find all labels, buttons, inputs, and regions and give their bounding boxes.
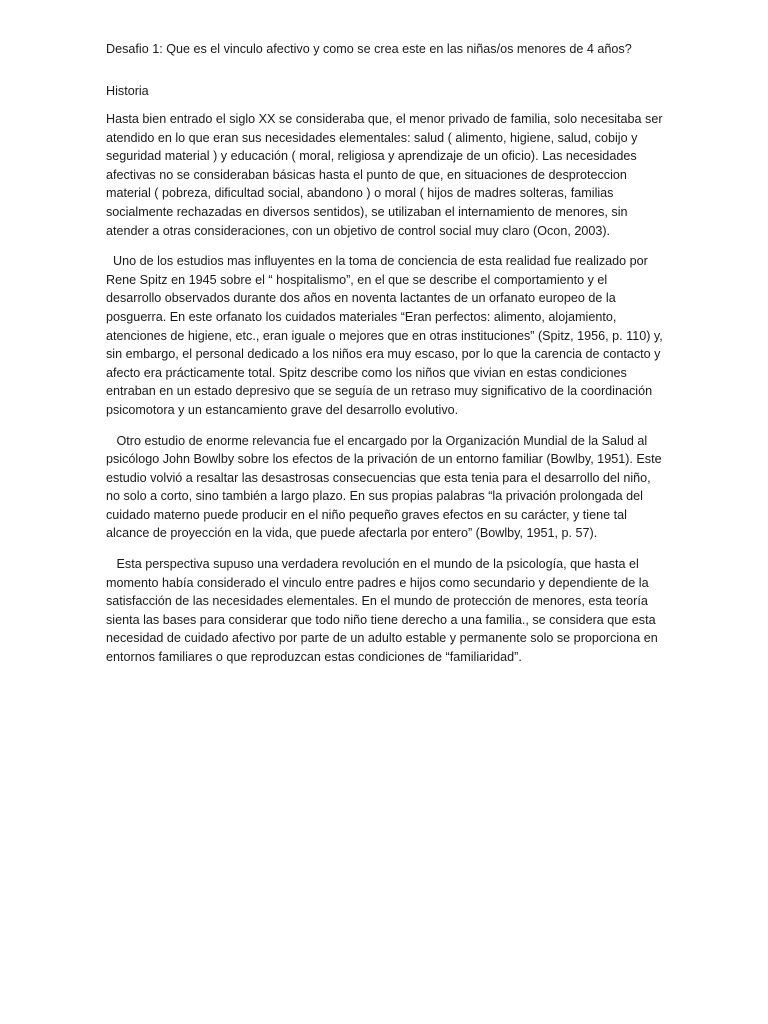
section-heading: Historia [106,84,149,98]
document-title: Desafio 1: Que es el vinculo afectivo y como se crea este en las niñas/os menores de 4 años? [106,42,632,56]
paragraph-4: Esta perspectiva supuso una verdadera revolución en el mundo de la psicología, que hasta el momento había considerado el vinculo entre padres e hijos como secundario y dependiente de la satisfacción de las necesidades elementales. En el mundo de protección de menores, esta teoría sienta las bases para considerar que todo niño tiene derecho a una familia., se considera que esta necesidad de cuidado afectivo por parte de un adulto estable y permanente solo se proporciona en entornos familiares o que reproduzcan estas condiciones de “familiaridad”. [106,557,662,665]
paragraph-3: Otro estudio de enorme relevancia fue el encargado por la Organización Mundial de la Salud al psicólogo John Bowlby sobre los efectos de la privación de un entorno familiar (Bowlby, 1951). Este estudio volvió a resaltar las desastrosas consecuencias que esta tenia para el desarrollo del niño, no solo a corto, sino también a largo plazo. En sus propias palabras “la privación prolongada del cuidado materno puede producir en el niño pequeño graves efectos en su carácter, y tiene tal alcance de proyección en la vida, que puede afectarla por entero” (Bowlby, 1951, p. 57). [106,433,666,541]
document-page [106,40,666,667]
paragraph-1: Hasta bien entrado el siglo XX se consideraba que, el menor privado de familia, solo necesitaba ser atendido en lo que eran sus necesidades elementales: salud ( alimento, higiene, salud, cobijo y seguridad material ) y educación ( moral, religiosa y aprendizaje de un oficio). Las necesidades afectivas no se consideraban básicas hasta el punto de que, en situaciones de desproteccion material ( pobreza, dificultad social, abandono ) o moral ( hijos de madres solteras, familias socialmente rechazadas en diversos sentidos), se utilizaban el internamiento de menores, sin atender a otras consideraciones, con un objetivo de control social muy claro (Ocon, 2003). [106,112,667,238]
paragraph-2: Uno de los estudios mas influyentes en la toma de conciencia de esta realidad fue realizado por Rene Spitz en 1945 sobre el “ hospitalismo”, en el que se describe el comportamiento y el desarrollo observados durante dos años en noventa lactantes de un orfanato europeo de la posguerra. En este orfanato los cuidados materiales “Eran perfectos: alimento, alojamiento, atenciones de higiene, etc., eran iguale o mejores que en otras instituciones” (Spitz, 1956, p. 110) y, sin embargo, el personal dedicado a los niños era muy escaso, por lo que la carencia de contacto y afecto era prácticamente total. Spitz describe como los niños que vivian en estas condiciones entraban en un estado depresivo que se seguía de un retraso muy significativo de la coordinación psicomotora y un estancamiento grave del desarrollo evolutivo. [106,254,667,417]
